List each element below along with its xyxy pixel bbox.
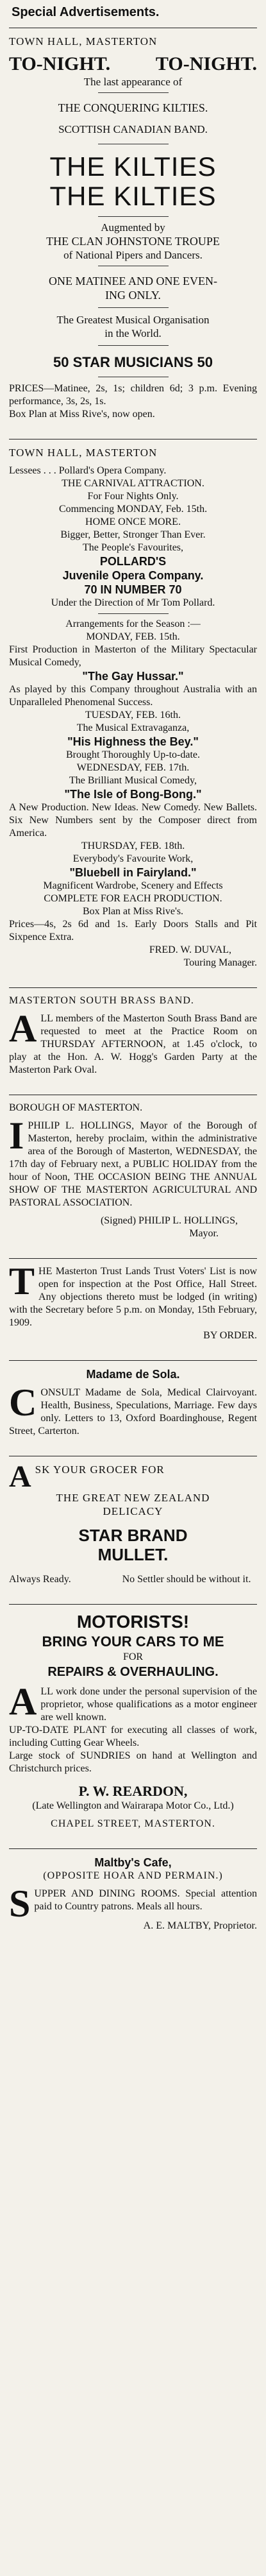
star-musicians: 50 STAR MUSICIANS 50	[53, 354, 213, 370]
no-settler: No Settler should be without it.	[122, 1574, 251, 1585]
ad-text: UPPER AND DINING ROOMS. Special attention paid to Country patrons. Meals all hours.	[34, 1888, 257, 1912]
ad-body	[9, 1685, 257, 1724]
ad-body	[9, 1888, 257, 1920]
divider	[9, 1848, 257, 1849]
wednesday-line: WEDNESDAY, FEB. 17th.	[76, 762, 190, 773]
drop-cap: A	[9, 1463, 31, 1491]
ad-trust-lands	[9, 1247, 257, 1349]
drop-cap: A	[9, 1685, 37, 1723]
ad-venue: TOWN HALL, MASTERTON	[9, 447, 158, 459]
greatest-line-2: in the World.	[104, 327, 162, 339]
magnificent-line: Magnificent Wardrobe, Scenery and Effects	[43, 880, 223, 891]
always-ready: Always Ready.	[9, 1574, 71, 1585]
prices-text: Prices—4s, 2s 6d and 1s. Early Doors Stalls and Pit Sixpence Extra.	[9, 919, 257, 943]
bring-cars-heading: BRING YOUR CARS TO ME	[42, 1633, 224, 1650]
ad-pollards	[9, 427, 257, 976]
ad-venue: TOWN HALL, MASTERTON	[9, 35, 158, 47]
divider	[98, 613, 169, 614]
matinee-line-1: ONE MATINEE AND ONE EVEN-	[49, 275, 217, 287]
extravaganza-line: The Musical Extravaganza,	[76, 722, 190, 733]
pipers-line: of National Pipers and Dancers.	[63, 249, 203, 261]
divider	[98, 307, 169, 308]
home-once-line: HOME ONCE MORE.	[85, 516, 181, 527]
opposite-line: (OPPOSITE HOAR AND PERMAIN.)	[43, 1870, 223, 1881]
ad-body	[9, 1012, 257, 1077]
page-title: Special Advertisements.	[12, 5, 160, 19]
star-brand-heading: STAR BRAND	[78, 1526, 188, 1545]
boxplan-text: Box Plan at Miss Rive's, now open.	[9, 409, 155, 420]
signature: BY ORDER.	[203, 1330, 257, 1341]
pollards-heading: POLLARD'S	[99, 555, 167, 568]
four-nights-line: For Four Nights Only.	[87, 491, 179, 502]
highness-heading: "His Highness the Bey."	[67, 735, 199, 748]
ad-body	[9, 1386, 257, 1438]
ad-text: HE Masterton Trust Lands Trust Voters' List is now open for inspection at the Post Office, Hall Street. Any objections thereto must be lodged (in writing) with the Secretary before 5 p.m. on Monday, 15th February, 1909.	[9, 1266, 257, 1328]
ad-mullet	[9, 1444, 257, 1592]
grocer-line: SK YOUR GROCER FOR	[35, 1463, 165, 1476]
lessees-line: Lessees . . . Pollard's Opera Company.	[9, 465, 167, 476]
tonight-left: TO-NIGHT.	[9, 53, 111, 74]
reardon-name: P. W. REARDON,	[78, 1783, 188, 1799]
bigger-line: Bigger, Better, Stronger Than Ever.	[60, 529, 206, 540]
brought-line: Brought Thoroughly Up-to-date.	[65, 749, 200, 760]
augmented-line: Augmented by	[101, 221, 165, 234]
signature: (Signed) PHILIP L. HOLLINGS,	[100, 1215, 238, 1226]
monday-line: MONDAY, FEB. 15th.	[86, 631, 180, 642]
ad-maltbys-cafe	[9, 1837, 257, 1939]
greatest-line-1: The Greatest Musical Organisation	[56, 314, 210, 326]
signature: A. E. MALTBY, Proprietor.	[143, 1920, 257, 1931]
thursday-line: THURSDAY, FEB. 18th.	[81, 840, 185, 851]
as-played-text: As played by this Company throughout Australia with an Unparalleled Phenomenal Success.	[9, 684, 257, 708]
divider	[98, 216, 169, 217]
signature: FRED. W. DUVAL,	[149, 944, 231, 955]
favourites-line: The People's Favourites,	[82, 542, 184, 553]
juvenile-heading: Juvenile Opera Company.	[62, 569, 204, 582]
kilties-heading-1: THE KILTIES	[49, 151, 217, 182]
mullet-heading: MULLET.	[97, 1545, 169, 1564]
ad-borough	[9, 1083, 257, 1247]
bluebell-heading: "Bluebell in Fairyland."	[69, 866, 197, 879]
divider	[9, 987, 257, 988]
ad-kilties	[9, 22, 257, 427]
divider	[98, 345, 169, 346]
delicacy-line: DELICACY	[103, 1505, 163, 1517]
ad-body	[9, 1265, 257, 1329]
for-line: FOR	[122, 1651, 144, 1662]
kilties-heading-2: THE KILTIES	[49, 181, 217, 211]
carnival-line: THE CARNIVAL ATTRACTION.	[62, 478, 204, 489]
conquering-line: THE CONQUERING KILTIES.	[58, 101, 208, 114]
ad-brass-band	[9, 976, 257, 1083]
ad-title: Madame de Sola.	[86, 1368, 180, 1381]
troupe-line: THE CLAN JOHNSTONE TROUPE	[46, 235, 220, 248]
number-heading: 70 IN NUMBER 70	[84, 583, 182, 596]
prices-text: PRICES—Matinee, 2s, 1s; children 6d; 3 p.m. Evening performance, 3s, 2s, 1s.	[9, 383, 257, 407]
ad-title: BOROUGH OF MASTERTON.	[9, 1102, 143, 1113]
ad-body	[9, 1463, 257, 1491]
signature-role: Touring Manager.	[183, 957, 257, 968]
ad-title: Maltby's Cafe,	[94, 1856, 172, 1869]
great-nz-line: THE GREAT NEW ZEALAND	[56, 1492, 210, 1504]
new-prod-text: A New Production. New Ideas. New Comedy. New Ballets. Six New Numbers sent by the Composer direct from America.	[9, 802, 257, 839]
always-row	[9, 1573, 257, 1586]
divider	[9, 1258, 257, 1259]
drop-cap: I	[9, 1120, 24, 1157]
ad-text: ONSULT Madame de Sola, Medical Clairvoyant. Health, Business, Speculations, Marriage. Few days only. Letters to 13, Oxford Boardinghouse, Regent Street, Carterton.	[9, 1387, 257, 1437]
drop-cap: S	[9, 1888, 31, 1920]
matinee-line-2: ING ONLY.	[105, 289, 161, 302]
last-appearance: The last appearance of	[83, 76, 183, 88]
first-prod-text: First Production in Masterton of the Military Spectacular Musical Comedy,	[9, 644, 257, 668]
divider	[98, 92, 169, 93]
arrangements-line: Arrangements for the Season :—	[65, 618, 201, 629]
tuesday-line: TUESDAY, FEB. 16th.	[85, 710, 181, 721]
isle-heading: "The Isle of Bong-Bong."	[64, 788, 202, 801]
tonight-row	[9, 53, 257, 75]
brilliant-line: The Brilliant Musical Comedy,	[69, 775, 197, 786]
commencing-line: Commencing MONDAY, Feb. 15th.	[58, 504, 208, 515]
everybody-line: Everybody's Favourite Work,	[72, 853, 194, 864]
complete-line: COMPLETE FOR EACH PRODUCTION.	[44, 893, 222, 904]
ad-madame-de-sola	[9, 1349, 257, 1444]
ad-text: LL members of the Masterton South Brass Band are requested to meet at the Practice Room on THURSDAY AFTERNOON, at 1.45 o'clock, to play at the Hon. A. W. Hogg's Garden Party at the Masterton Park Oval.	[9, 1013, 257, 1075]
ad-title: MASTERTON SOUTH BRASS BAND.	[9, 995, 194, 1006]
late-line: (Late Wellington and Wairarapa Motor Co., Ltd.)	[32, 1800, 234, 1811]
signature-role: Mayor.	[189, 1228, 219, 1239]
ad-text: PHILIP L. HOLLINGS, Mayor of the Borough of Masterton, hereby proclaim, within the administrative area of the Borough of Masterton, WEDNESDAY, the 17th day of February next, a PUBLIC HOLIDAY from the hour of Noon, THE OCCASION BEING THE ANNUAL SHOW OF THE MASTERTON AGRICULTURAL AND PASTORAL ASSOCIATION.	[9, 1120, 257, 1208]
tonight-right: TO-NIGHT.	[155, 53, 257, 74]
divider	[9, 1604, 257, 1605]
drop-cap: A	[9, 1012, 37, 1050]
motorists-heading: MOTORISTS!	[76, 1612, 190, 1632]
ad-text-1: LL work done under the personal supervision of the proprietor, whose qualifications as a motor engineer are well known.	[40, 1686, 257, 1723]
under-line: Under the Direction of Mr Tom Pollard.	[51, 597, 215, 608]
address-line: CHAPEL STREET, MASTERTON.	[51, 1818, 215, 1829]
drop-cap: T	[9, 1265, 35, 1302]
drop-cap: C	[9, 1386, 37, 1424]
ad-motorists	[9, 1592, 257, 1837]
repairs-heading: REPAIRS & OVERHAULING.	[47, 1665, 219, 1679]
band-line: SCOTTISH CANADIAN BAND.	[58, 123, 208, 135]
gay-hussar-heading: "The Gay Hussar."	[82, 670, 184, 683]
boxplan-line: Box Plan at Miss Rive's.	[82, 906, 184, 917]
divider	[9, 1360, 257, 1361]
ad-text-2: UP-TO-DATE PLANT for executing all classes of work, including Cutting Gear Wheels.	[9, 1725, 257, 1748]
ad-body	[9, 1120, 257, 1209]
ad-text-3: Large stock of SUNDRIES on hand at Wellington and Christchurch prices.	[9, 1750, 257, 1774]
